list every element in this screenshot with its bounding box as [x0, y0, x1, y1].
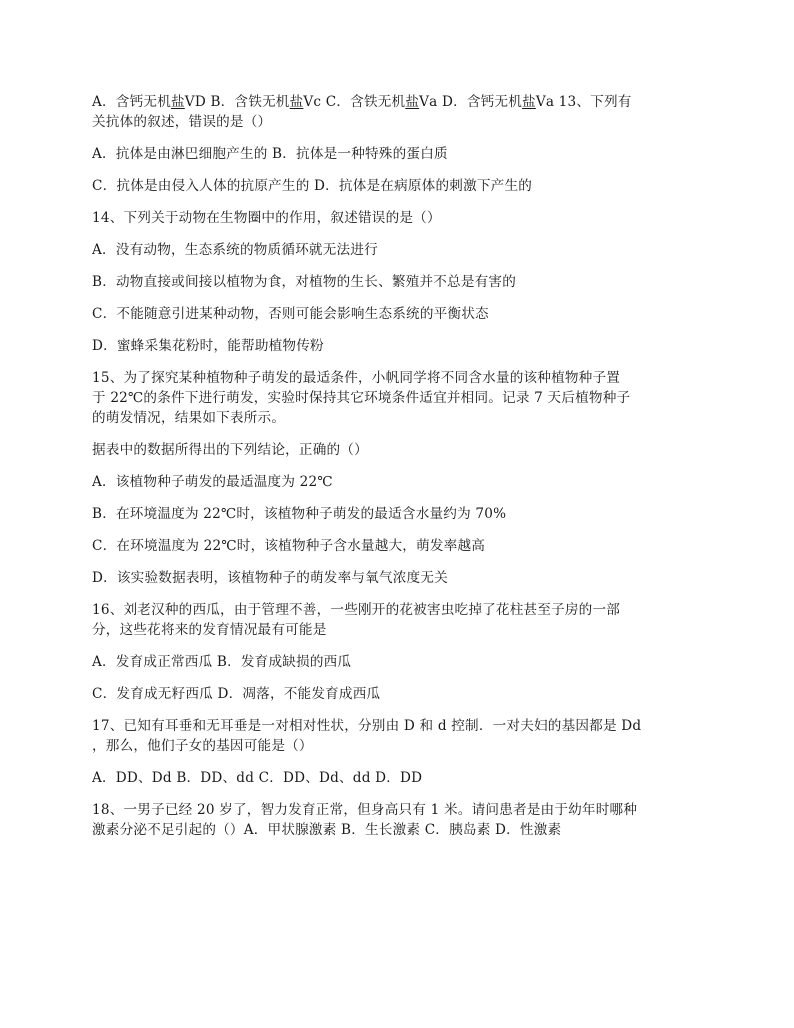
line-q14-stem: 14、下列关于动物在生物圈中的作用，叙述错误的是（） [92, 210, 441, 226]
line-q15-option-a: A．该植物种子萌发的最适温度为 22℃ [92, 474, 333, 490]
line-q15-stem-3: 的萌发情况，结果如下表所示。 [92, 410, 286, 426]
line-q17-options: A．DD、Dd B．DD、dd C．DD、Dd、dd D．DD [92, 770, 423, 786]
question-18 [92, 800, 704, 840]
line-q16-option-ab: A．发育成正常西瓜 B．发育成缺损的西瓜 [92, 654, 352, 670]
question-16-stem [92, 600, 704, 640]
line-q13-option-ab: A．抗体是由淋巴细胞产生的 B．抗体是一种特殊的蛋白质 [92, 146, 448, 162]
line-q16-stem-2: 分，这些花将来的发育情况最有可能是 [92, 622, 327, 638]
line-q15-option-c: C．在环境温度为 22℃时，该植物种子含水量越大，萌发率越高 [92, 538, 486, 554]
line-q17-stem-2: ，那么，他们子女的基因可能是（） [92, 738, 313, 754]
line-q16-option-cd: C．发育成无籽西瓜 D．凋落，不能发育成西瓜 [92, 686, 381, 702]
line-q14-option-c: C．不能随意引进某种动物，否则可能会影响生态系统的平衡状态 [92, 306, 489, 322]
line-q14-option-a: A．没有动物，生态系统的物质循环就无法进行 [92, 242, 378, 258]
line-q15-prompt: 据表中的数据所得出的下列结论，正确的（） [92, 442, 368, 458]
line-q14-option-d: D．蜜蜂采集花粉时，能帮助植物传粉 [92, 338, 324, 354]
line-q15-option-b: B．在环境温度为 22℃时，该植物种子萌发的最适含水量约为 70% [92, 506, 507, 522]
line-q18-stem-2: 激素分泌不足引起的（）A．甲状腺激素 B．生长激素 C．胰岛素 D．性激素 [92, 822, 562, 838]
document-page [92, 92, 704, 840]
line-q14-option-b: B．动物直接或间接以植物为食，对植物的生长、繁殖并不总是有害的 [92, 274, 516, 290]
line-q18-stem-1: 18、一男子已经 20 岁了，智力发育正常，但身高只有 1 米。请问患者是由于幼年时哪种 [92, 802, 638, 818]
line-q12-options: A．含钙无机盐ⅤD B．含铁无机盐Ⅴc C．含铁无机盐Ⅴa D．含钙无机盐Ⅴa 13、下列有 [92, 94, 632, 110]
line-q15-option-d: D．该实验数据表明，该植物种子的萌发率与氧气浓度无关 [92, 570, 448, 586]
line-q13-option-cd: C．抗体是由侵入人体的抗原产生的 D．抗体是在病原体的刺激下产生的 [92, 178, 533, 194]
question-12-options-and-13-stem [92, 92, 704, 132]
question-15-stem [92, 368, 704, 428]
question-17-stem [92, 716, 704, 756]
line-q13-stem: 关抗体的叙述，错误的是（） [92, 114, 272, 130]
line-q15-stem-2: 于 22℃的条件下进行萌发，实验时保持其它环境条件适宜并相同。记录 7 天后植物种子 [92, 390, 631, 406]
line-q15-stem-1: 15、为了探究某种植物种子萌发的最适条件，小帆同学将不同含水量的该种植物种子置 [92, 370, 621, 386]
line-q17-stem-1: 17、已知有耳垂和无耳垂是一对相对性状，分别由 D 和 d 控制．一对夫妇的基因都是 Dd [92, 718, 642, 734]
line-q16-stem-1: 16、刘老汉种的西瓜，由于管理不善，一些刚开的花被害虫吃掉了花柱甚至子房的一部 [92, 602, 621, 618]
